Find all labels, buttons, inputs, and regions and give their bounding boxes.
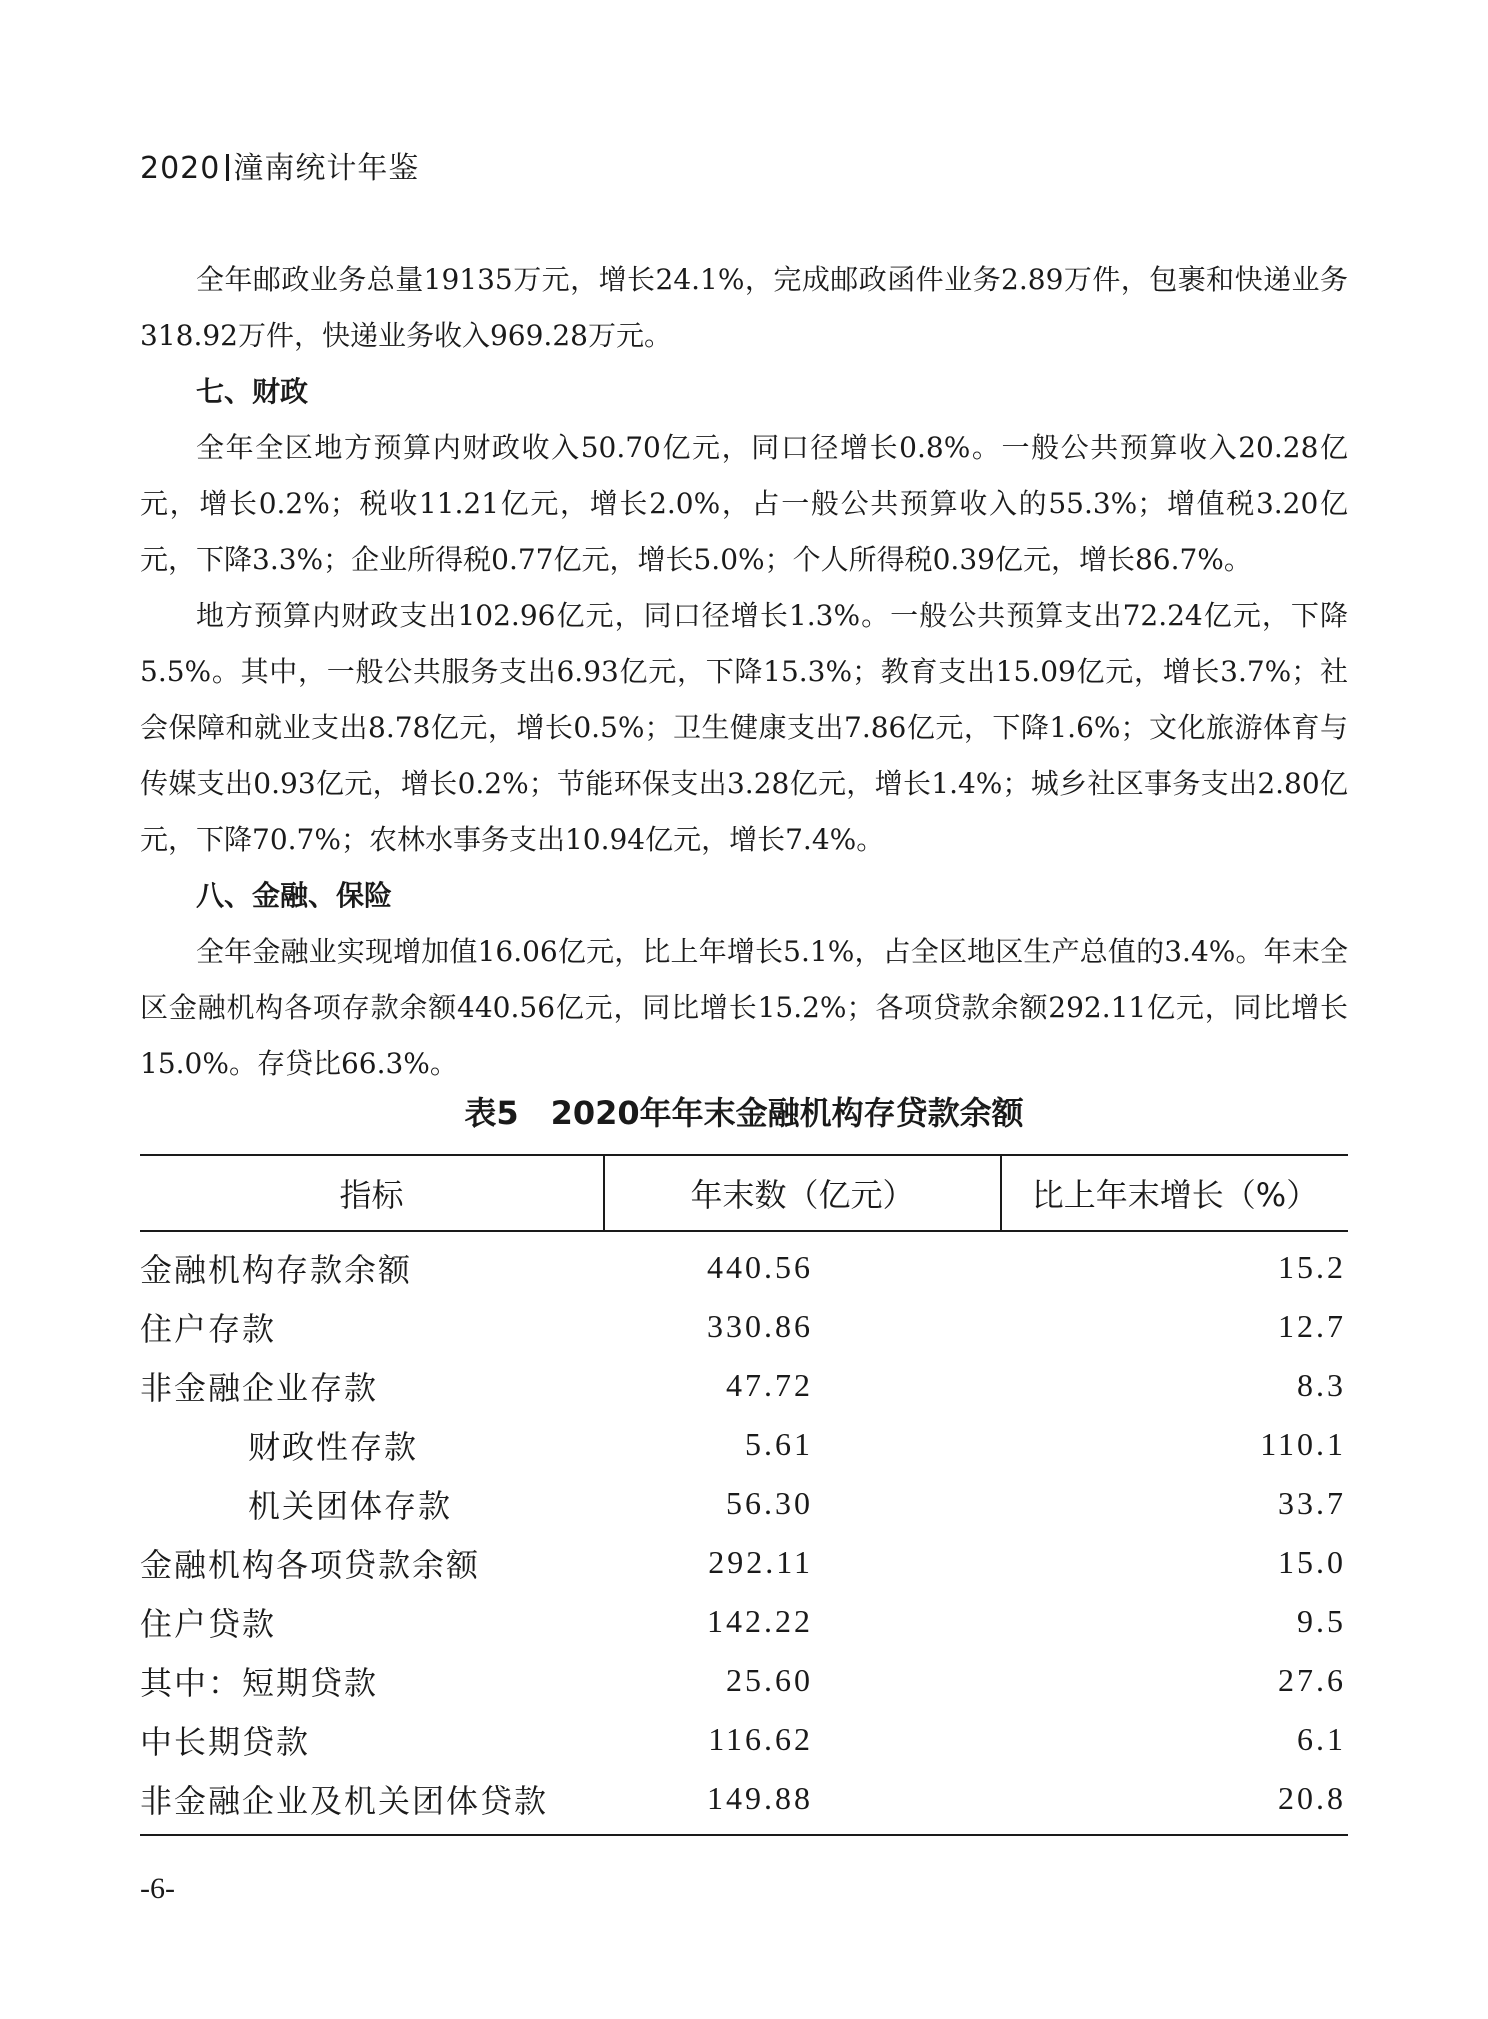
table-row (140, 1710, 1348, 1769)
row-value: 5.61 (745, 1426, 813, 1462)
table-title: 表5 2020年年末金融机构存贷款余额 (464, 1094, 1024, 1132)
row-growth: 12.7 (1278, 1308, 1346, 1344)
row-value: 440.56 (707, 1249, 813, 1285)
row-growth: 27.6 (1278, 1662, 1346, 1698)
running-header (140, 143, 419, 187)
row-label: 非金融企业存款 (140, 1368, 379, 1407)
header-year-end-value: 年末数（亿元） (604, 1155, 1001, 1231)
row-value: 142.22 (707, 1603, 813, 1639)
table-row (140, 1297, 1348, 1356)
row-label: 财政性存款 (248, 1427, 419, 1466)
header-divider (226, 154, 229, 181)
row-value: 116.62 (708, 1721, 813, 1757)
row-growth: 20.8 (1278, 1780, 1346, 1816)
row-growth: 9.5 (1297, 1603, 1346, 1639)
table-row (140, 1592, 1348, 1651)
table-row (140, 1356, 1348, 1415)
row-label: 住户存款 (140, 1309, 277, 1348)
row-value: 25.60 (726, 1662, 813, 1698)
row-growth: 8.3 (1297, 1367, 1346, 1403)
row-label: 金融机构存款余额 (140, 1250, 413, 1289)
paragraph-expenditure: 地方预算内财政支出102.96亿元，同口径增长1.3%。一般公共预算支出72.24亿元，下降5.5%。其中，一般公共服务支出6.93亿元，下降15.3%；教育支出15.09亿元，增长3.7%；社会保障和就业支出8.78亿元，增长0.5%；卫生健康支出7.86亿元，下降1.6%；文化旅游体育与传媒支出0.93亿元，增长0.2%；节能环保支出3.28亿元，增长1.4%；城乡社区事务支出2.80亿元，下降70.7%；农林水事务支出10.94亿元，增长7.4%。 (140, 599, 1348, 856)
row-growth: 6.1 (1297, 1721, 1346, 1757)
row-growth: 15.2 (1278, 1249, 1346, 1285)
table-row (140, 1415, 1348, 1474)
table-row (140, 1533, 1348, 1592)
row-growth: 110.1 (1260, 1426, 1346, 1462)
deposit-loan-table (140, 1154, 1348, 1836)
header-year: 2020 (140, 151, 221, 186)
row-label: 其中：短期贷款 (140, 1663, 379, 1702)
paragraph-postal: 全年邮政业务总量19135万元，增长24.1%，完成邮政函件业务2.89万件，包裹和快递业务318.92万件，快递业务收入969.28万元。 (140, 263, 1348, 352)
body-text (140, 252, 1348, 1092)
table-header-row (140, 1155, 1348, 1231)
header-title: 潼南统计年鉴 (233, 151, 420, 186)
paragraph-revenue: 全年全区地方预算内财政收入50.70亿元，同口径增长0.8%。一般公共预算收入20.28亿元，增长0.2%；税收11.21亿元，增长2.0%，占一般公共预算收入的55.3%；增值税3.20亿元，下降3.3%；企业所得税0.77亿元，增长5.0%；个人所得税0.39亿元，增长86.7%。 (140, 431, 1348, 576)
table-row (140, 1474, 1348, 1533)
row-value: 149.88 (707, 1780, 813, 1816)
page-number: -6- (140, 1872, 175, 1905)
row-label: 金融机构各项贷款余额 (140, 1545, 481, 1584)
row-label: 中长期贷款 (140, 1722, 311, 1761)
row-value: 47.72 (726, 1367, 813, 1403)
row-growth: 15.0 (1278, 1544, 1346, 1580)
header-growth-rate: 比上年末增长（%） (1001, 1155, 1348, 1231)
paragraph-banking: 全年金融业实现增加值16.06亿元，比上年增长5.1%，占全区地区生产总值的3.4%。年末全区金融机构各项存款余额440.56亿元，同比增长15.2%；各项贷款余额292.11亿元，同比增长15.0%。存贷比66.3%。 (140, 935, 1348, 1080)
row-label: 住户贷款 (140, 1604, 277, 1643)
table-row (140, 1769, 1348, 1835)
table-row (140, 1651, 1348, 1710)
row-label: 机关团体存款 (248, 1486, 453, 1525)
section-heading-banking: 八、金融、保险 (196, 879, 393, 912)
section-heading-finance: 七、财政 (196, 375, 309, 408)
table-row (140, 1231, 1348, 1297)
row-value: 330.86 (707, 1308, 813, 1344)
header-indicator: 指标 (140, 1155, 604, 1231)
row-value: 56.30 (726, 1485, 813, 1521)
row-label: 非金融企业及机关团体贷款 (140, 1781, 549, 1820)
row-growth: 33.7 (1278, 1485, 1346, 1521)
row-value: 292.11 (708, 1544, 813, 1580)
